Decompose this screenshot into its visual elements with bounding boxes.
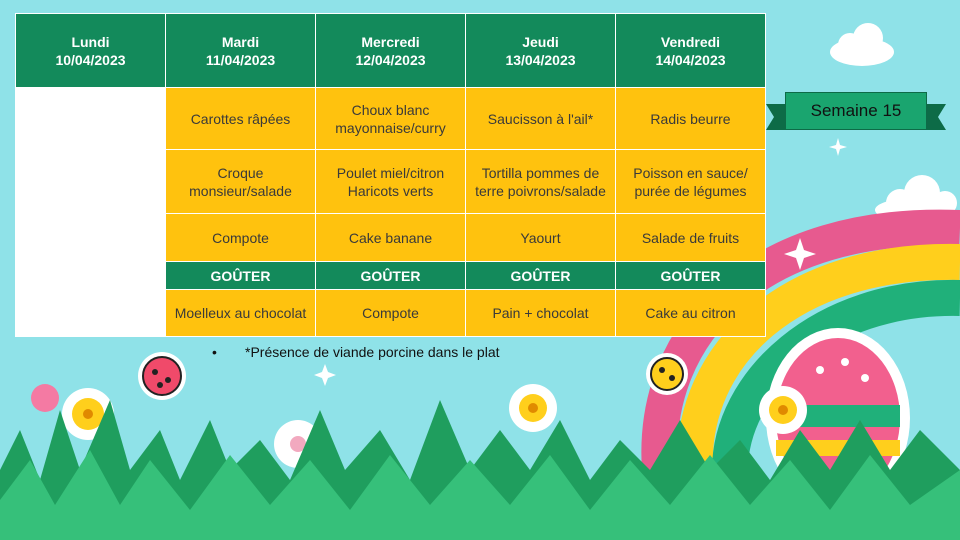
- menu-cell: Poulet miel/citron Haricots verts: [316, 150, 466, 214]
- gouter-header: GOÛTER: [616, 262, 766, 290]
- menu-cell: Compote: [316, 290, 466, 337]
- menu-cell: Pain + chocolat: [466, 290, 616, 337]
- menu-cell: Radis beurre: [616, 88, 766, 150]
- day-header-jeudi: Jeudi 13/04/2023: [466, 14, 616, 88]
- menu-cell: Yaourt: [466, 214, 616, 262]
- flower-icon: [759, 386, 807, 434]
- weekly-menu-table: [15, 13, 766, 337]
- gouter-header: GOÛTER: [466, 262, 616, 290]
- menu-cell: Choux blanc mayonnaise/curry: [316, 88, 466, 150]
- day-header-mercredi: Mercredi 12/04/2023: [316, 14, 466, 88]
- ladybug-icon: [646, 353, 688, 395]
- flower-icon: [509, 384, 557, 432]
- footnote-text: *Présence de viande porcine dans le plat: [245, 344, 500, 360]
- bunny-cell: [16, 88, 166, 337]
- menu-cell: Moelleux au chocolat: [166, 290, 316, 337]
- cloud-icon: [830, 23, 894, 66]
- menu-cell: Poisson en sauce/ purée de légumes: [616, 150, 766, 214]
- table-header-row: [16, 14, 766, 88]
- day-header-vendredi: Vendredi 14/04/2023: [616, 14, 766, 88]
- menu-cell: Compote: [166, 214, 316, 262]
- pork-footnote: [212, 344, 500, 360]
- menu-cell: Cake au citron: [616, 290, 766, 337]
- menu-cell: Carottes râpées: [166, 88, 316, 150]
- menu-cell: Cake banane: [316, 214, 466, 262]
- table-row-starters: [16, 88, 766, 150]
- week-label-banner: Semaine 15: [785, 92, 927, 130]
- gouter-header: GOÛTER: [316, 262, 466, 290]
- ladybug-icon: [138, 352, 186, 400]
- menu-cell: Tortilla pommes de terre poivrons/salade: [466, 150, 616, 214]
- menu-cell: Salade de fruits: [616, 214, 766, 262]
- day-header-lundi: Lundi 10/04/2023: [16, 14, 166, 88]
- day-header-mardi: Mardi 11/04/2023: [166, 14, 316, 88]
- menu-cell: Saucisson à l'ail*: [466, 88, 616, 150]
- gouter-header: GOÛTER: [166, 262, 316, 290]
- menu-cell: Croque monsieur/salade: [166, 150, 316, 214]
- bullet: •: [212, 344, 217, 360]
